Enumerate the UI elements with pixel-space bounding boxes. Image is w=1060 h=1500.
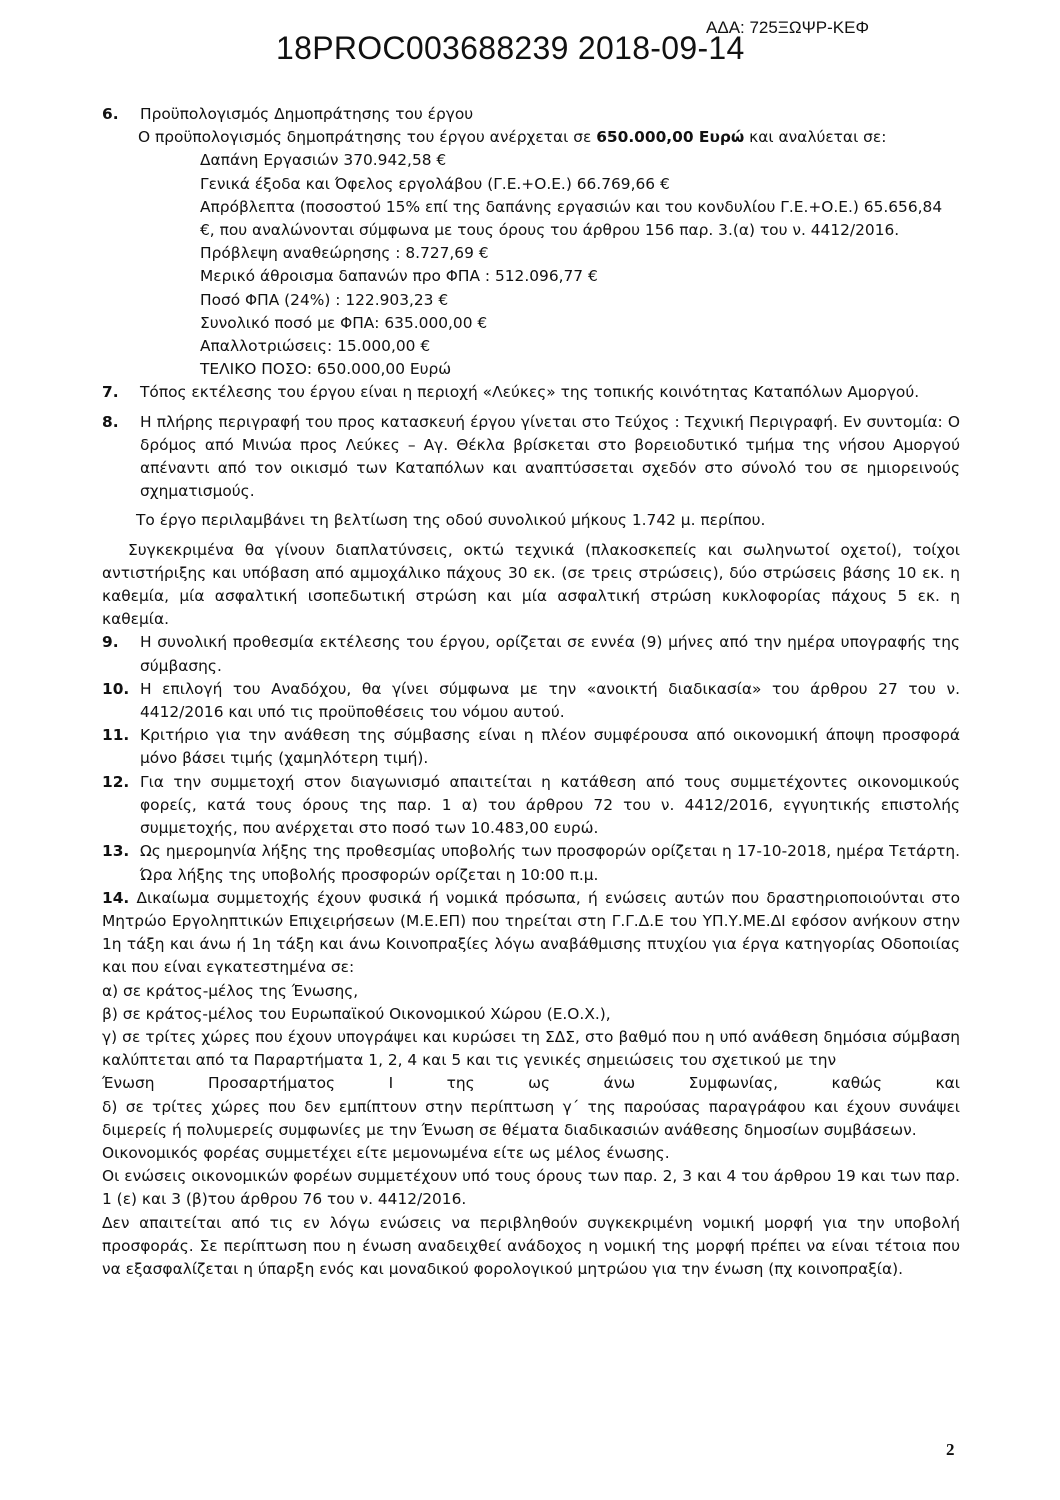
section-8: [102, 411, 960, 504]
section-12: [102, 771, 960, 841]
eligibility-a: α) σε κράτος-μέλος της Ένωσης,: [102, 981, 359, 1000]
section-text: Για την συμμετοχή στον διαγωνισμό απαιτείται η κατάθεση από τους συμμετέχοντες οικονομικούς φορείς, κατά τους όρους της παρ. 1 α) του άρθρου 72 του ν. 4412/2016, εγγυητικής επιστολής συμμετοχής, που ανέρχεται στο ποσό των 10.483,00 ευρώ.: [140, 772, 960, 838]
section-10: [102, 678, 960, 724]
economic-operator-paragraph: Οικονομικός φορέας συμμετέχει είτε μεμονωμένα είτε ως μέλος ένωσης.: [102, 1143, 670, 1162]
eligibility-b: β) σε κράτος-μέλος του Ευρωπαϊκού Οικονομικού Χώρου (Ε.Ο.Χ.),: [102, 1004, 611, 1023]
section-text: Η επιλογή του Αναδόχου, θα γίνει σύμφωνα με την «ανοικτή διαδικασία» του άρθρου 27 του ν. 4412/2016 και υπό τις προϋποθέσεις του νόμου αυτού.: [140, 679, 960, 722]
unions-paragraph: Οι ενώσεις οικονομικών φορέων συμμετέχουν υπό τους όρους των παρ. 2, 3 και 4 του άρθρου 19 και των παρ. 1 (ε) και 3 (β)του άρθρου 76 του ν. 4412/2016.: [102, 1167, 960, 1209]
works-paragraph: Συγκεκριμένα θα γίνουν διαπλατύνσεις, οκτώ τεχνικά (πλακοσκεπείς και σωληνωτοί οχετοί), τοίχοι αντιστήριξης και υπόβαση από αμμοχάλικο πάχους 30 εκ. (σε τρεις στρώσεις), δύο στρώσεις βάσης 10 εκ. η καθεμία, μία ασφαλτική ισοπεδωτική στρώση και μία ασφαλτική στρώση κυκλοφορίας πάχους 5 εκ. η καθεμία.: [102, 540, 960, 629]
section-number: 6.: [102, 105, 119, 123]
section-number: 7.: [102, 383, 119, 402]
budget-line: Πρόβλεψη αναθεώρησης : 8.727,69 €: [200, 244, 489, 263]
budget-line: Μερικό άθροισμα δαπανών προ ΦΠΑ : 512.096,77 €: [200, 267, 598, 286]
budget-intro: [102, 126, 960, 149]
eligibility-d: δ) σε τρίτες χώρες που δεν εμπίπτουν στην περίπτωση γ΄ της παρούσας παραγράφου και έχουν συνάψει διμερείς ή πολυμερείς συμφωνίες με την Ένωση σε θέματα διαδικασιών ανάθεσης δημοσίων συμβάσεων.: [102, 1097, 960, 1139]
section-text: Δικαίωμα συμμετοχής έχουν φυσικά ή νομικά πρόσωπα, ή ενώσεις αυτών που δραστηριοποιούνται στο Μητρώο Εργοληπτικών Επιχειρήσεων (Μ.Ε.ΕΠ) που τηρείται στη Γ.Γ.Δ.Ε του ΥΠ.Υ.ΜΕ.ΔΙ εφόσον ανήκουν στην 1η τάξη και άνω ή 1η τάξη και άνω Κοινοπραξίες λόγω αναβάθμισης πτυχίου για έργα κατηγορίας Οδοποιίας και που είναι εγκατεστημένα σε:: [102, 888, 960, 977]
document-code: 18PROC003688239 2018-09-14: [276, 30, 745, 66]
word: Ένωση: [102, 1074, 155, 1093]
section-number: 9.: [102, 633, 119, 652]
budget-line: Απρόβλεπτα (ποσοστού 15% επί της δαπάνης εργασιών και του κονδυλίου Γ.Ε.+Ο.Ε.) 65.656,84 €, που αναλώνονται σύμφωνα με τους όρους του άρθρου 156 παρ. 3.(α) του ν. 4412/2016.: [200, 197, 943, 240]
section-title: Προϋπολογισμός Δημοπράτησης του έργου: [140, 105, 474, 123]
section-11: [102, 724, 960, 770]
section-number: 14.: [102, 888, 130, 907]
section-text: Η πλήρης περιγραφή του προς κατασκευή έργου γίνεται στο Τεύχος : Τεχνική Περιγραφή. Εν συντομία: Ο δρόμος από Μινώα προς Λεύκες – Αγ. Θέκλα βρίσκεται στο βορειοδυτικό τμήμα της νήσου Αμοργού απέναντι από τον οικισμό των Καταπόλων και αναπτύσσεται σχεδόν στο σύνολό του σε ημιορεινούς σχηματισμούς.: [140, 412, 960, 501]
budget-line: Γενικά έξοδα και Όφελος εργολάβου (Γ.Ε.+Ο.Ε.) 66.769,66 €: [200, 174, 670, 193]
legal-form-paragraph: Δεν απαιτείται από τις εν λόγω ενώσεις να περιβληθούν συγκεκριμένη νομική μορφή για την υποβολή προσφοράς. Σε περίπτωση που η ένωση αναδειχθεί ανάδοχος η νομική της μορφή πρέπει να είναι τέτοια που να εξασφαλίζεται η ύπαρξη ενός και μοναδικού φορολογικού μητρώου για την ένωση (πχ κοινοπραξία).: [102, 1213, 960, 1278]
section-7: [102, 381, 960, 404]
section-text: Κριτήριο για την ανάθεση της σύμβασης είναι η πλέον συμφέρουσα από οικονομική άποψη προσφορά μόνο βάσει τιμής (χαμηλότερη τιμή).: [140, 726, 960, 768]
ada-code: ΑΔΑ: 725ΞΩΨΡ-ΚΕΦ: [706, 18, 870, 37]
budget-breakdown: [102, 149, 960, 381]
eligibility-c-last-line: [102, 1072, 960, 1095]
budget-line: Απαλλοτριώσεις: 15.000,00 €: [200, 337, 431, 356]
budget-line: ΤΕΛΙΚΟ ΠΟΣΟ: 650.000,00 Ευρώ: [200, 360, 452, 379]
budget-intro-tail: και αναλύεται σε:: [744, 128, 887, 147]
section-text: Ως ημερομηνία λήξης της προθεσμίας υποβολής των προσφορών ορίζεται η 17-10-2018, ημέρα Τετάρτη. Ώρα λήξης της υποβολής προσφορών ορίζεται η 10:00 π.μ.: [140, 842, 960, 884]
section-9: [102, 631, 960, 677]
word: της: [446, 1074, 475, 1093]
section-text: Η συνολική προθεσμία εκτέλεσης του έργου, ορίζεται σε εννέα (9) μήνες από την ημέρα υπογραφής της σύμβασης.: [140, 633, 960, 675]
section-number: 12.: [102, 772, 130, 791]
section-number: 8.: [102, 412, 119, 431]
section-number: 11.: [102, 726, 130, 745]
section-13: [102, 840, 960, 886]
section-text: Τόπος εκτέλεσης του έργου είναι η περιοχή «Λεύκες» της τοπικής κοινότητας Καταπόλων Αμοργού.: [140, 383, 920, 402]
word: Προσαρτήματος: [207, 1074, 336, 1093]
word: καθώς: [831, 1074, 883, 1093]
budget-line: Συνολικό ποσό με ΦΠΑ: 635.000,00 €: [200, 313, 488, 332]
section-6: [102, 103, 960, 126]
budget-line: Δαπάνη Εργασιών 370.942,58 €: [200, 151, 447, 170]
budget-total-amount: 650.000,00 Ευρώ: [596, 128, 745, 147]
word: Ι: [388, 1074, 394, 1093]
section-number: 10.: [102, 679, 130, 698]
road-length-paragraph: Το έργο περιλαμβάνει τη βελτίωση της οδού συνολικού μήκους 1.742 μ. περίπου.: [136, 511, 766, 530]
budget-intro-text: Ο προϋπολογισμός δημοπράτησης του έργου ανέρχεται σε: [138, 128, 597, 147]
document-body: [102, 103, 960, 1281]
word: άνω: [603, 1074, 636, 1093]
word: και: [935, 1074, 960, 1093]
word: Συμφωνίας,: [688, 1074, 779, 1093]
word: ως: [528, 1074, 551, 1093]
section-number: 13.: [102, 842, 130, 861]
budget-line: Ποσό ΦΠΑ (24%) : 122.903,23 €: [200, 290, 449, 309]
section-14: [102, 887, 960, 980]
page-number: 2: [946, 1440, 955, 1459]
eligibility-c: γ) σε τρίτες χώρες που έχουν υπογράψει και κυρώσει τη ΣΔΣ, στο βαθμό που η υπό ανάθεση δημόσια σύμβαση καλύπτεται από τα Παραρτήματα 1, 2, 4 και 5 και τις γενικές σημειώσεις του σχετικού με την: [102, 1027, 960, 1070]
